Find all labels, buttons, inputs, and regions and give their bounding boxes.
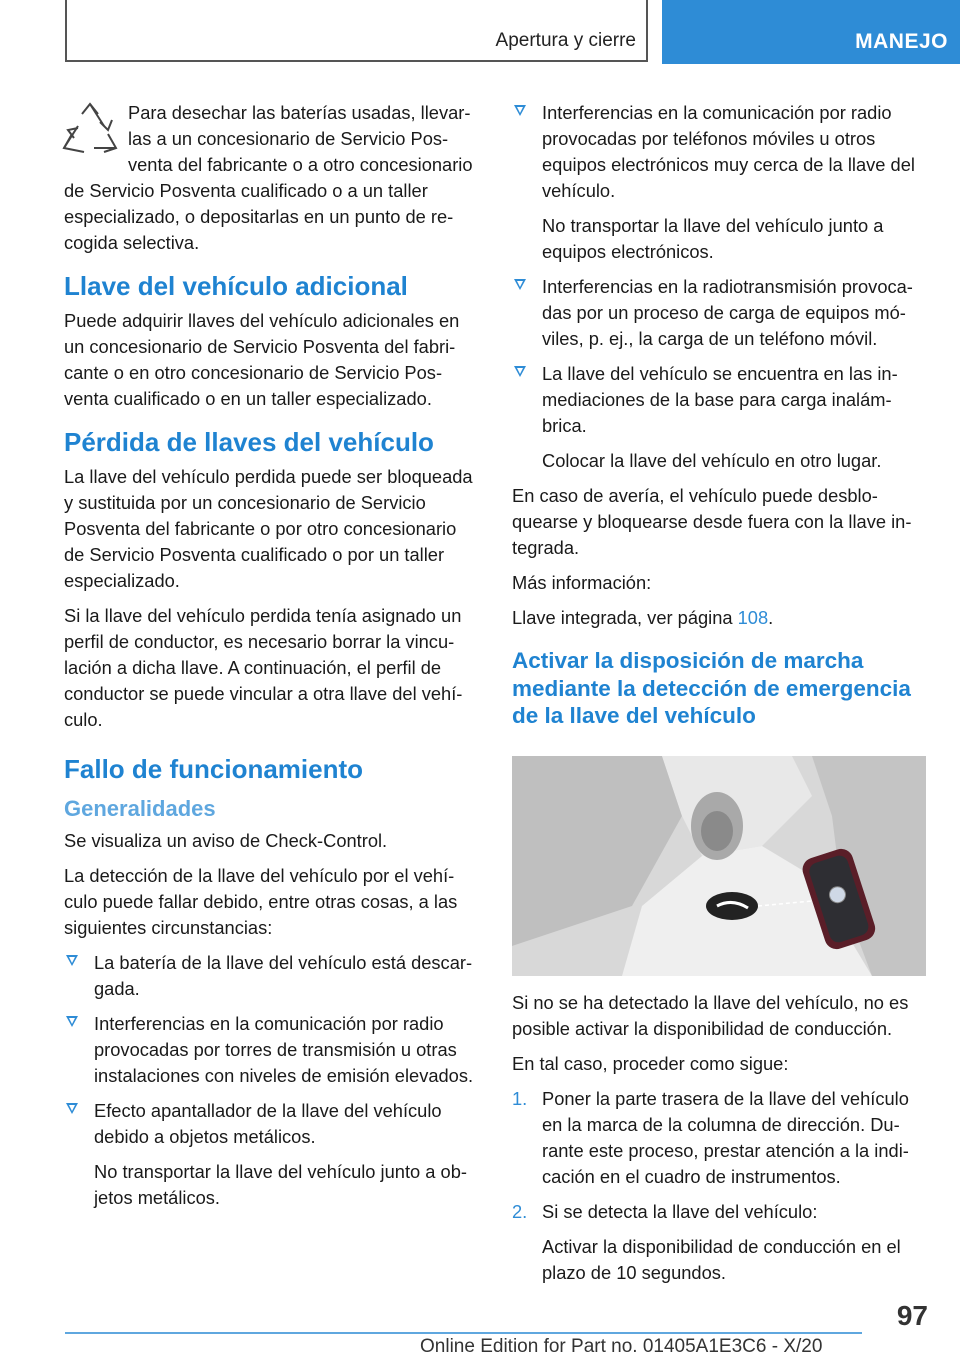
paragraph-check-control: Se visualiza un aviso de Check-Control. bbox=[64, 830, 388, 851]
step-number: 2. bbox=[512, 1200, 528, 1222]
paragraph-more-info: Más información: bbox=[512, 572, 652, 593]
footer-divider bbox=[65, 1332, 862, 1334]
section-title: Apertura y cierre bbox=[495, 30, 636, 51]
paragraph-detection: La detección de la llave del vehículo por el vehículo puede fallar debido, entre otras cosas, a las siguientes circunstancias: bbox=[64, 865, 458, 938]
list-item-text: La llave del vehículo se encuentra en las inmediaciones de la base para carga inalámbrica. bbox=[542, 363, 898, 436]
paragraph-not-detected: Si no se ha detectado la llave del vehículo, no es posible activar la disponibilidad de conducción. bbox=[512, 991, 909, 1039]
list-item-note: No transportar la llave del vehículo junto a equipos electrónicos. bbox=[542, 215, 884, 262]
heading-extra-key: Llave del vehículo adicional bbox=[64, 271, 408, 301]
footer-edition: Online Edition for Part no. 01405A1E3C6 - X/20 bbox=[420, 1336, 823, 1357]
paragraph-breakdown: En caso de avería, el vehículo puede desbloquearse y bloquearse desde fuera con la llave integrada. bbox=[512, 485, 912, 558]
list-item bbox=[64, 1011, 478, 1089]
paragraph-lost-keys-2: Si la llave del vehículo perdida tenía asignado un perfil de conductor, es necesario borrar la vinculación a dicha llave. A continuación, el perfil de conductor se puede vincular a otra llave del vehículo. bbox=[64, 605, 463, 730]
paragraph-in-that-case: En tal caso, proceder como sigue: bbox=[512, 1052, 789, 1074]
list-item-text: La batería de la llave del vehículo está descargada. bbox=[94, 952, 473, 999]
list-item-note: No transportar la llave del vehículo junto a objetos metálicos. bbox=[94, 1161, 467, 1208]
bullet-triangle-icon bbox=[514, 366, 526, 377]
chapter-label: MANEJO bbox=[855, 30, 948, 53]
bullet-triangle-icon bbox=[66, 1103, 78, 1114]
right-column bbox=[512, 100, 926, 1295]
list-item bbox=[512, 274, 926, 352]
paragraph-lost-keys-1: La llave del vehículo perdida puede ser bloqueada y sustituida por un concesionario de Servicio Posventa del fabricante o por otro concesionario de Servicio Posventa cualificado o por un taller especializado. bbox=[64, 466, 473, 591]
heading-emergency-detection: Activar la disposición de marcha mediante la detección de emergencia de la llave del vehículo bbox=[512, 648, 911, 728]
bullet-triangle-icon bbox=[514, 105, 526, 116]
list-item-text: Interferencias en la comunicación por radio provocadas por teléfonos móviles u otros equipos electrónicos muy cerca de la llave del vehículo. bbox=[542, 102, 915, 201]
paragraph-integrated-key bbox=[512, 605, 926, 631]
left-column bbox=[64, 100, 478, 1220]
integrated-key-text: Llave integrada, ver página bbox=[512, 607, 738, 628]
list-item-text: Interferencias en la radiotransmisión provocadas por un proceso de carga de equipos móviles, p. ej., la carga de un teléfono móvil. bbox=[542, 276, 913, 349]
list-item bbox=[512, 1199, 926, 1225]
list-item bbox=[512, 361, 926, 439]
heading-general: Generalidades bbox=[64, 796, 216, 821]
heading-lost-keys: Pérdida de llaves del vehículo bbox=[64, 427, 434, 457]
list-item bbox=[64, 1098, 478, 1150]
steering-column-illustration bbox=[512, 756, 926, 976]
list-item bbox=[512, 100, 926, 204]
list-item bbox=[64, 950, 478, 1002]
bullet-triangle-icon bbox=[66, 1016, 78, 1027]
step-note: Activar la disponibilidad de conducción en el plazo de 10 segundos. bbox=[542, 1235, 901, 1283]
list-item bbox=[512, 1086, 926, 1190]
list-item-note: Colocar la llave del vehículo en otro lugar. bbox=[542, 450, 882, 471]
illustration-steering-column-key bbox=[512, 756, 926, 976]
list-item-text: Interferencias en la comunicación por radio provocadas por torres de transmisión u otras instalaciones con niveles de emisión elevados. bbox=[94, 1013, 474, 1086]
page-number: 97 bbox=[896, 1300, 928, 1331]
paragraph-extra-key: Puede adquirir llaves del vehículo adicionales en un concesionario de Servicio Posventa del fabricante o en otro concesionario de Servicio Posventa cualificado o en un taller especializado. bbox=[64, 310, 460, 409]
period: . bbox=[768, 607, 774, 628]
step-text: Poner la parte trasera de la llave del vehículo en la marca de la columna de dirección. Durante este proceso, prestar atención a la indicación en el cuadro de instrumentos. bbox=[542, 1087, 909, 1187]
heading-malfunction: Fallo de funcionamiento bbox=[64, 754, 364, 784]
list-item-text: Efecto apantallador de la llave del vehículo debido a objetos metálicos. bbox=[94, 1100, 442, 1147]
recycle-icon bbox=[60, 100, 120, 160]
bullet-triangle-icon bbox=[66, 955, 78, 966]
step-number: 1. bbox=[512, 1087, 528, 1109]
page-reference-link[interactable]: 108 bbox=[737, 607, 769, 628]
bullet-triangle-icon bbox=[514, 279, 526, 290]
recycle-paragraph: Para desechar las baterías usadas, llevarlas a un concesionario de Servicio Posventa del fabricante o a otro concesionario de Servicio Posventa cualificado o a un taller especializado, o depositarlas en un punto de recogida selectiva. bbox=[64, 102, 473, 253]
step-text: Si se detecta la llave del vehículo: bbox=[542, 1200, 818, 1222]
